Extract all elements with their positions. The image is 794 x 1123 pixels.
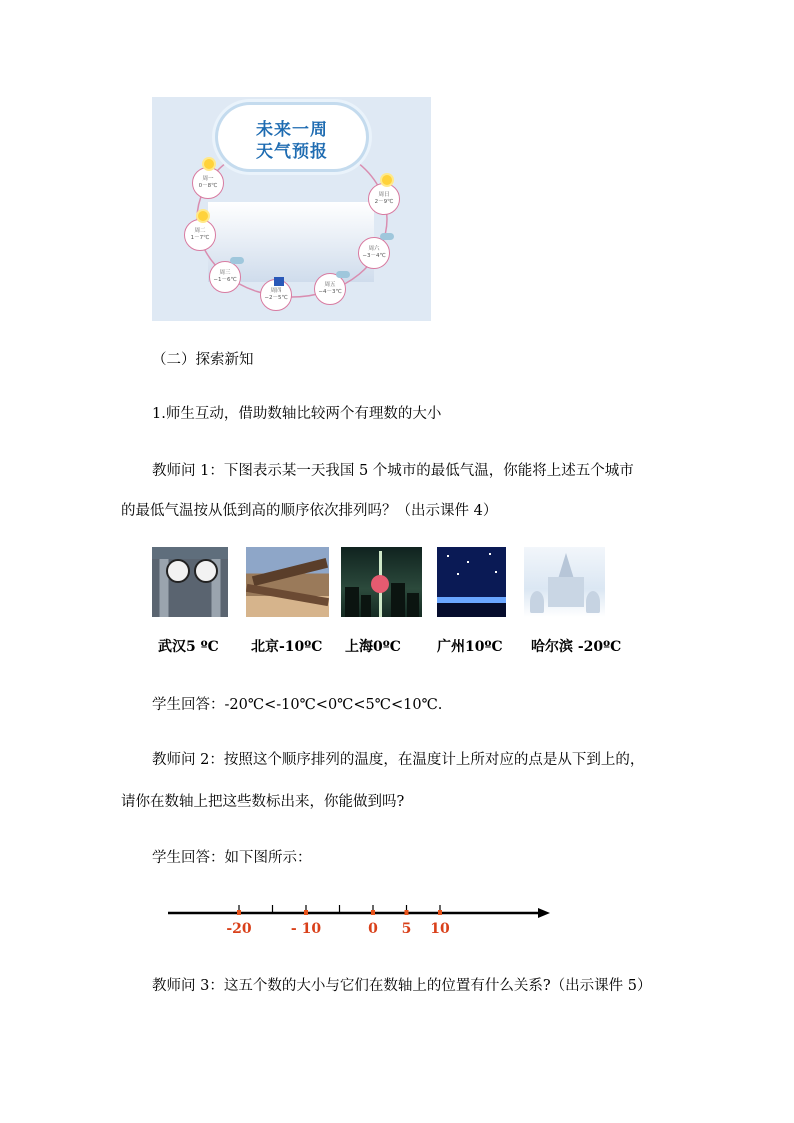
number-line-label: 0	[368, 921, 378, 937]
day-label: 周日	[378, 192, 390, 198]
day-temp: −4－3℃	[318, 289, 342, 295]
teacher-question-1-line1: 教师问 1：下图表示某一天我国 5 个城市的最低气温，你能将上述五个城市	[152, 463, 634, 479]
day-label: 周五	[324, 282, 336, 288]
shanghai-tower-photo	[341, 547, 422, 617]
teacher-question-2-line2: 请你在数轴上把这些数标出来，你能做到吗?	[121, 794, 405, 810]
step1-text: 1.师生互动，借助数轴比较两个有理数的大小	[152, 406, 442, 422]
teacher-question-1-line2: 的最低气温按从低到高的顺序依次排列吗？（出示课件 4）	[121, 503, 498, 519]
caption-shanghai: 上海0ºC	[345, 639, 401, 655]
number-line-label: 5	[401, 921, 412, 937]
caption-harbin: 哈尔滨 -20ºC	[531, 639, 622, 655]
number-line-point	[304, 910, 308, 915]
number-line-point	[237, 910, 241, 915]
day-temp: −3－4℃	[362, 253, 386, 259]
forecast-day-mon	[192, 167, 224, 199]
student-answer-2: 学生回答：如下图所示：	[152, 850, 312, 866]
day-temp: −2－5℃	[264, 295, 288, 301]
sun-icon	[204, 159, 214, 169]
teacher-question-3: 教师问 3：这五个数的大小与它们在数轴上的位置有什么关系?（出示课件 5）	[152, 978, 652, 994]
section-heading: （二）探索新知	[152, 352, 254, 368]
number-line-label: - 10	[290, 921, 322, 937]
cloud-icon	[380, 233, 394, 240]
forecast-day-sun	[368, 183, 400, 215]
day-label: 周二	[194, 228, 206, 234]
number-line-label: -20	[226, 921, 252, 937]
rain-icon	[274, 277, 284, 286]
number-line-arrow	[538, 908, 550, 918]
caption-beijing: 北京-10ºC	[251, 639, 323, 655]
day-temp: 1－7℃	[190, 235, 210, 241]
beijing-great-wall-photo	[246, 547, 329, 617]
teacher-question-2-line1: 教师问 2：按照这个顺序排列的温度，在温度计上所对应的点是从下到上的，	[152, 752, 645, 768]
forecast-day-sat	[358, 237, 390, 269]
sun-icon	[382, 175, 392, 185]
forecast-day-tue	[184, 219, 216, 251]
sun-icon	[198, 211, 208, 221]
wuhan-clock-photo	[152, 547, 228, 617]
forecast-day-wed	[209, 261, 241, 293]
weather-forecast-image	[152, 97, 431, 321]
day-temp: −1－6℃	[213, 277, 237, 283]
harbin-snow-church-photo	[524, 547, 605, 617]
number-line-label: 10	[430, 921, 450, 937]
forecast-title-line1: 未来一周	[256, 120, 328, 140]
day-temp: 0－8℃	[198, 183, 218, 189]
caption-wuhan: 武汉5 ºC	[158, 639, 219, 655]
cloud-icon	[230, 257, 244, 264]
number-line	[160, 900, 560, 945]
day-temp: 2－9℃	[374, 199, 394, 205]
number-line-point	[371, 910, 375, 915]
guangzhou-night-photo	[437, 547, 506, 617]
student-answer-1: 学生回答：-20℃<-10℃<0℃<5℃<10℃.	[152, 697, 443, 713]
number-line-point	[405, 910, 409, 915]
day-label: 周四	[270, 288, 282, 294]
day-label: 周三	[219, 270, 231, 276]
forecast-title-line2: 天气预报	[256, 142, 328, 162]
number-line-point	[438, 910, 442, 915]
day-label: 周一	[202, 176, 214, 182]
caption-guangzhou: 广州10ºC	[437, 639, 503, 655]
day-label: 周六	[368, 246, 380, 252]
cloud-icon	[336, 271, 350, 278]
